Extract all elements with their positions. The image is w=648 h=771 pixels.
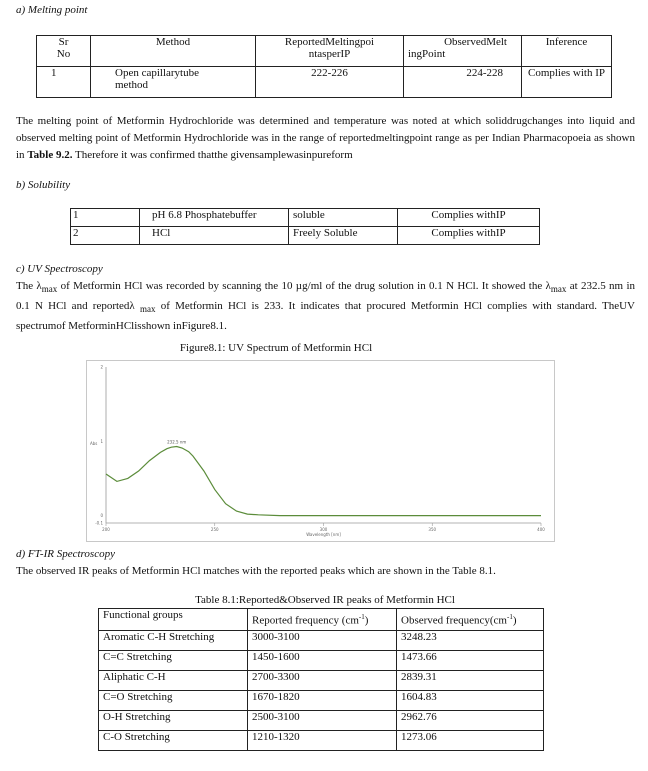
ftir-table-caption: Table 8.1:Reported&Observed IR peaks of Metformin HCl <box>195 594 455 606</box>
uv-heading: c) UV Spectroscopy <box>16 263 103 275</box>
solubility-heading: b) Solubility <box>16 179 71 191</box>
melting-point-paragraph: The melting point of Metformin Hydrochloride was determined and temperature was noted at which soliddrugchanges into liquid and observed melting point of Metformin Hydrochloride was in the range of reportedmeltingpoint range as per Indian Pharmacopoeia as shown in Table 9.2. Therefore it was confirmed thatthe givensamplewasinpureform <box>16 115 635 161</box>
x-tick-label: 400 <box>537 527 545 532</box>
y-tick-label: -0.1 <box>95 520 103 526</box>
header-observed-melting-point: ObservedMelt ingPoint <box>404 36 522 67</box>
melting-table-row <box>37 67 612 98</box>
ftir-header-reported: Reported frequency $(cm^{-1})$ <box>248 609 397 631</box>
ftir-row: O-H Stretching 2500-3100 2962.76 <box>99 711 544 731</box>
header-method: Method <box>91 36 256 67</box>
melting-point-table <box>36 35 612 98</box>
ftir-paragraph: The observed IR peaks of Metformin HCl matches with the reported peaks which are shown in the Table 8.1. <box>16 565 496 577</box>
uv-peak-annotation: 232.5 nm <box>167 439 187 445</box>
ftir-row: C-O Stretching 1210-1320 1273.06 <box>99 731 544 751</box>
solubility-row: 1 pH 6.8 Phosphatebuffer soluble Complies withIP <box>71 209 540 227</box>
solubility-table <box>70 208 540 245</box>
y-tick-label: 1 <box>100 438 103 444</box>
uv-spectrum-chart <box>86 360 555 542</box>
y-tick-label: 0 <box>100 513 103 519</box>
x-tick-label: 300 <box>319 527 328 532</box>
uv-series-line <box>106 447 541 516</box>
y-tick-label: 2 <box>100 364 103 370</box>
melting-point-heading: a) Melting point <box>16 4 88 16</box>
cell-inference: Complies with IP <box>522 67 612 98</box>
ftir-row: Aromatic C-H Stretching 3000-3100 3248.23 <box>99 631 544 651</box>
ftir-row: C=C Stretching 1450-1600 1473.66 <box>99 651 544 671</box>
cell-reported: 222-226 <box>256 67 404 98</box>
ftir-heading: d) FT-IR Spectroscopy <box>16 548 115 560</box>
header-reported-melting-point: ReportedMeltingpoi ntasperIP <box>256 36 404 67</box>
x-tick-label: 350 <box>428 527 437 532</box>
header-inference: Inference <box>522 36 612 67</box>
uv-spectrum-svg <box>87 361 554 541</box>
melting-table-header-row <box>37 36 612 67</box>
cell-method: Open capillarytube method <box>91 67 256 98</box>
ftir-table <box>98 608 544 751</box>
ftir-header-observed: Observed $frequency(cm^{-1})$ <box>397 609 544 631</box>
ftir-row: Aliphatic C-H 2700-3300 2839.31 <box>99 671 544 691</box>
uv-x-axis-label: Wavelength [nm] <box>306 532 341 537</box>
x-tick-label: 200 <box>102 527 110 532</box>
x-tick-label: 250 <box>210 527 219 532</box>
uv-paragraph: The $\lambda_{max}$ of Metformin HCl was recorded by scanning the 10 µg/ml of the drug solution in 0.1 N HCl. It showed the $\lambda_{max}$ at 232.5 nm in 0.1 N HCl and reportedλ $_{max}$ of Metformin HCl is 233. It indicates that procured Metformin HCl complies with standard. TheUV spectrumof MetforminHClisshown inFigure8.1. <box>16 280 635 333</box>
uv-y-axis-label: Abs <box>90 441 98 446</box>
solubility-row: 2 HCl Freely Soluble Complies withIP <box>71 227 540 245</box>
cell-observed: 224-228 <box>404 67 522 98</box>
header-sr-no: Sr No <box>37 36 91 67</box>
uv-figure-caption: Figure8.1: UV Spectrum of Metformin HCl <box>179 342 373 354</box>
ftir-row: C=O Stretching 1670-1820 1604.83 <box>99 691 544 711</box>
ftir-header-row <box>99 609 544 631</box>
ftir-header-group: Functional groups <box>99 609 248 631</box>
cell-sr: 1 <box>37 67 91 98</box>
